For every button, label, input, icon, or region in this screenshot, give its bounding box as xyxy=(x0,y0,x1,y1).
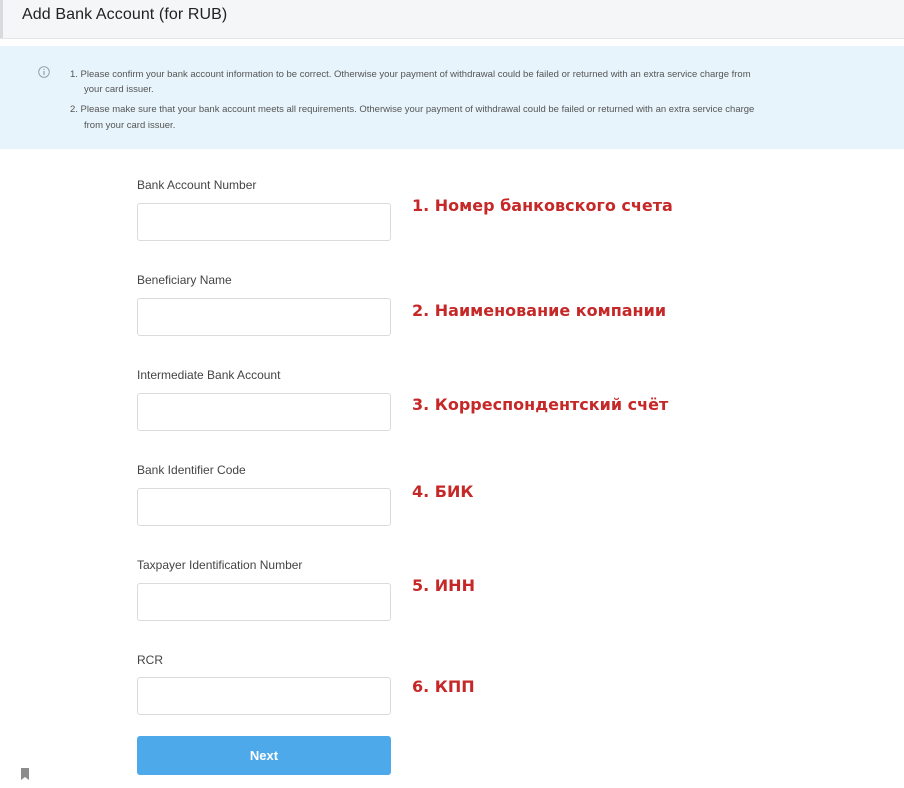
bank-identifier-code-label: Bank Identifier Code xyxy=(137,463,246,477)
page-title: Add Bank Account (for RUB) xyxy=(22,6,228,23)
info-icon xyxy=(38,66,50,78)
annotation-5: 5. ИНН xyxy=(412,576,475,595)
header-accent-bar xyxy=(0,0,3,38)
notice-line-1: 1. Please confirm your bank account information to be correct. Otherwise your payment of withdrawal could be failed or returned with an extra service charge from xyxy=(70,69,751,80)
bookmark-icon[interactable] xyxy=(20,768,30,780)
intermediate-bank-account-input[interactable] xyxy=(137,393,391,431)
next-button[interactable]: Next xyxy=(137,736,391,775)
annotation-2: 2. Наименование компании xyxy=(412,301,667,320)
page-header xyxy=(0,0,904,39)
annotation-3: 3. Корреспондентский счёт xyxy=(412,395,669,414)
bank-identifier-code-input[interactable] xyxy=(137,488,391,526)
notice-line-1-cont: your card issuer. xyxy=(84,84,154,95)
annotation-1: 1. Номер банковского счета xyxy=(412,196,673,215)
annotation-6: 6. КПП xyxy=(412,677,475,696)
rcr-input[interactable] xyxy=(137,677,391,715)
rcr-label: RCR xyxy=(137,653,163,667)
notice-line-2-cont: from your card issuer. xyxy=(84,120,176,131)
taxpayer-identification-number-input[interactable] xyxy=(137,583,391,621)
bank-account-number-label: Bank Account Number xyxy=(137,178,257,192)
taxpayer-identification-number-label: Taxpayer Identification Number xyxy=(137,558,303,572)
notice-banner xyxy=(0,46,904,149)
intermediate-bank-account-label: Intermediate Bank Account xyxy=(137,368,281,382)
beneficiary-name-input[interactable] xyxy=(137,298,391,336)
notice-line-2: 2. Please make sure that your bank account meets all requirements. Otherwise your payment of withdrawal could be failed or returned with an extra service charge xyxy=(70,104,755,115)
bank-account-number-input[interactable] xyxy=(137,203,391,241)
annotation-4: 4. БИК xyxy=(412,482,474,501)
beneficiary-name-label: Beneficiary Name xyxy=(137,273,232,287)
